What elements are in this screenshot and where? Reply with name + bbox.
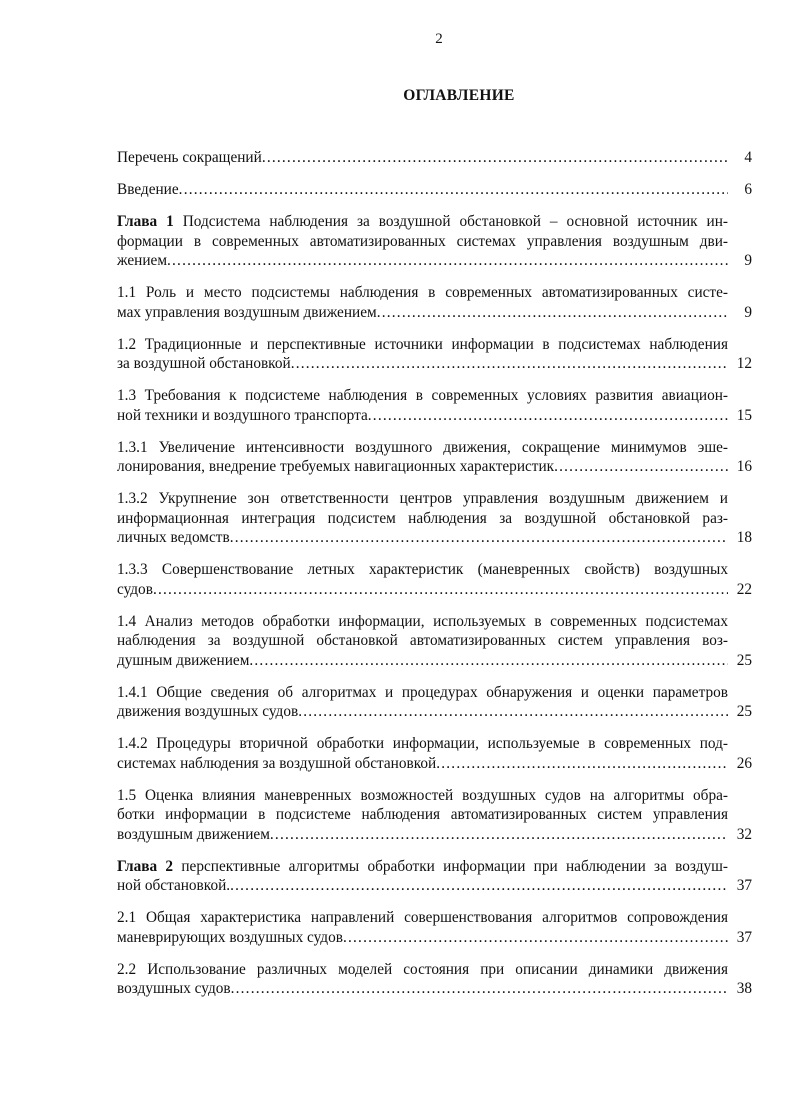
toc-entry[interactable] bbox=[117, 283, 752, 322]
dot-leader bbox=[230, 528, 728, 548]
toc-entry[interactable] bbox=[117, 386, 752, 425]
toc-entry-last-line bbox=[117, 251, 752, 271]
toc-entry-text bbox=[117, 979, 231, 999]
toc-entry-last-line bbox=[117, 876, 752, 896]
dot-leader bbox=[179, 180, 728, 200]
toc-page-number: 9 bbox=[744, 252, 752, 269]
toc-entry-line bbox=[117, 805, 752, 825]
toc-entry-title: 1.3.3 Совершенствование летных характеристик (маневренных свойств) воздушных bbox=[117, 561, 728, 578]
toc-entry-last-line bbox=[117, 148, 752, 168]
toc-entry-title: личных ведомств bbox=[117, 529, 230, 546]
toc-entry[interactable] bbox=[117, 180, 752, 200]
toc-entry-title: 1.1 Роль и место подсистемы наблюдения в современных автоматизированных систе- bbox=[117, 284, 728, 301]
toc-entry-last-line bbox=[117, 303, 752, 323]
toc-entry-text bbox=[117, 825, 270, 845]
toc-entry-title: формации в современных автоматизированных системах управления воздушным дви- bbox=[117, 232, 728, 250]
toc-page-number: 37 bbox=[736, 928, 752, 946]
dot-leader bbox=[554, 457, 728, 477]
toc-entry-title: 1.4.2 Процедуры вторичной обработки информации, используемые в современных под- bbox=[117, 735, 728, 752]
toc-entry-title: жением bbox=[117, 252, 167, 269]
toc-page-number: 4 bbox=[744, 149, 752, 166]
toc-entry-text bbox=[117, 580, 153, 600]
toc-entry-text bbox=[117, 928, 343, 948]
toc-entry-title: информационная интеграция подсистем наблюдения за воздушной обстановкой раз- bbox=[117, 509, 728, 527]
toc-page-number: 25 bbox=[736, 703, 752, 720]
toc-page-number: 38 bbox=[736, 980, 752, 997]
toc-entry[interactable] bbox=[117, 489, 752, 548]
dot-leader bbox=[291, 354, 728, 374]
toc-entry-title: 1.3.2 Укрупнение зон ответственности центров управления воздушным движением и bbox=[117, 490, 728, 507]
toc-page-number: 9 bbox=[744, 303, 752, 321]
chapter-label: Глава 2 bbox=[117, 857, 174, 875]
toc-entry-title: ботки информации в подсистеме наблюдения автоматизированных систем управления bbox=[117, 806, 728, 823]
dot-leader bbox=[249, 651, 728, 671]
toc-entry-line bbox=[117, 509, 752, 529]
toc-entry-last-line bbox=[117, 457, 752, 477]
toc-entry-title: лонирования, внедрение требуемых навигационных характеристик bbox=[117, 458, 555, 475]
toc-page-number: 18 bbox=[736, 529, 752, 546]
toc-entry[interactable] bbox=[117, 960, 752, 999]
toc-page-number: 32 bbox=[736, 825, 752, 843]
toc-entry-last-line bbox=[117, 180, 752, 200]
toc-entry-line bbox=[117, 386, 752, 406]
toc-page-number: 16 bbox=[736, 458, 752, 475]
toc-entry-last-line bbox=[117, 825, 752, 845]
table-of-contents bbox=[117, 148, 752, 1011]
toc-entry-line bbox=[117, 283, 752, 303]
toc-entry-title: за воздушной обстановкой bbox=[117, 355, 291, 372]
toc-page-number: 12 bbox=[736, 355, 752, 372]
toc-entry-text bbox=[117, 651, 249, 671]
toc-entry-title: 1.3 Требования к подсистеме наблюдения в современных условиях развития авиацион- bbox=[117, 387, 728, 404]
toc-entry-last-line bbox=[117, 702, 752, 722]
toc-entry-title: 2.1 Общая характеристика направлений совершенствования алгоритмов сопровождения bbox=[117, 909, 728, 926]
toc-entry[interactable] bbox=[117, 857, 752, 896]
toc-entry-line bbox=[117, 232, 752, 252]
toc-entry-line bbox=[117, 489, 752, 509]
toc-entry-line bbox=[117, 631, 752, 651]
toc-entry-last-line bbox=[117, 580, 752, 600]
dot-leader bbox=[343, 928, 728, 948]
toc-entry-line bbox=[117, 683, 752, 703]
toc-page-number: 15 bbox=[736, 406, 752, 424]
page-number: 2 bbox=[435, 31, 443, 47]
toc-entry-title: 1.5 Оценка влияния маневренных возможностей воздушных судов на алгоритмы обра- bbox=[117, 786, 728, 804]
toc-entry-text bbox=[117, 876, 230, 896]
toc-entry-title: Введение bbox=[117, 181, 179, 198]
toc-entry-text bbox=[117, 354, 291, 374]
toc-entry-line bbox=[117, 734, 752, 754]
toc-entry-title: ной техники и воздушного транспорта bbox=[117, 406, 368, 424]
toc-entry-title: наблюдения за воздушной обстановкой автоматизированных систем управления воз- bbox=[117, 632, 728, 649]
toc-entry-line bbox=[117, 335, 752, 355]
toc-entry-last-line bbox=[117, 528, 752, 548]
toc-entry-text bbox=[117, 303, 377, 323]
toc-entry[interactable] bbox=[117, 612, 752, 671]
toc-entry-last-line bbox=[117, 406, 752, 426]
toc-entry-title: ной обстановкой. bbox=[117, 877, 231, 894]
toc-entry-text bbox=[117, 180, 179, 200]
toc-entry[interactable] bbox=[117, 335, 752, 374]
toc-entry-title: системах наблюдения за воздушной обстановкой bbox=[117, 754, 437, 772]
toc-entry-line bbox=[117, 560, 752, 580]
toc-page-number: 26 bbox=[736, 754, 752, 772]
toc-entry-line bbox=[117, 908, 752, 928]
toc-entry-last-line bbox=[117, 651, 752, 671]
toc-entry-text bbox=[117, 528, 230, 548]
toc-entry-title: 1.2 Традиционные и перспективные источники информации в подсистемах наблюдения bbox=[117, 335, 728, 353]
toc-entry[interactable] bbox=[117, 148, 752, 168]
chapter-label: Глава 1 bbox=[117, 213, 174, 230]
toc-entry[interactable] bbox=[117, 908, 752, 947]
dot-leader bbox=[270, 825, 728, 845]
page-title: ОГЛАВЛЕНИЕ bbox=[403, 87, 515, 104]
toc-entry-line bbox=[117, 438, 752, 458]
toc-entry-title: судов bbox=[117, 580, 153, 598]
dot-leader bbox=[436, 754, 728, 774]
toc-entry-title: душным движением bbox=[117, 651, 250, 669]
toc-entry-text bbox=[117, 251, 167, 271]
dot-leader bbox=[262, 148, 728, 168]
dot-leader bbox=[377, 303, 728, 323]
toc-entry-text bbox=[117, 457, 554, 477]
toc-entry-title: 1.4 Анализ методов обработки информации, используемых в современных подсистемах bbox=[117, 612, 728, 630]
toc-entry-title: перспективные алгоритмы обработки информации при наблюдении за воздуш- bbox=[173, 857, 728, 875]
toc-entry[interactable] bbox=[117, 683, 752, 722]
dot-leader bbox=[167, 251, 728, 271]
toc-entry-last-line bbox=[117, 754, 752, 774]
toc-entry-title: маневрирующих воздушных судов bbox=[117, 928, 343, 946]
toc-entry-text bbox=[117, 406, 368, 426]
toc-entry-text bbox=[117, 148, 262, 168]
toc-entry-title: 2.2 Использование различных моделей состояния при описании динамики движения bbox=[117, 960, 728, 978]
toc-entry-line bbox=[117, 960, 752, 980]
toc-page-number: 6 bbox=[744, 181, 752, 198]
toc-entry-text bbox=[117, 702, 298, 722]
toc-entry-text bbox=[117, 754, 436, 774]
toc-entry-last-line bbox=[117, 354, 752, 374]
toc-entry-line bbox=[117, 612, 752, 632]
toc-entry-title: Подсистема наблюдения за воздушной обстановкой – основной источник ин- bbox=[173, 213, 728, 230]
toc-page-number: 25 bbox=[736, 651, 752, 669]
toc-entry[interactable] bbox=[117, 212, 752, 271]
toc-entry-title: воздушных судов bbox=[117, 980, 231, 997]
toc-entry[interactable] bbox=[117, 734, 752, 773]
toc-entry-last-line bbox=[117, 979, 752, 999]
dot-leader bbox=[231, 979, 728, 999]
toc-entry-title: движения воздушных судов bbox=[117, 703, 299, 720]
toc-entry-title: 1.4.1 Общие сведения об алгоритмах и процедурах обнаружения и оценки параметров bbox=[117, 683, 728, 701]
toc-entry-line bbox=[117, 786, 752, 806]
toc-entry-title: Перечень сокращений bbox=[117, 149, 262, 166]
toc-entry-line bbox=[117, 212, 752, 232]
dot-leader bbox=[230, 876, 728, 896]
toc-entry-line bbox=[117, 857, 752, 877]
toc-entry[interactable] bbox=[117, 786, 752, 845]
toc-page-number: 22 bbox=[736, 580, 752, 598]
toc-entry-title: 1.3.1 Увеличение интенсивности воздушного движения, сокращение минимумов эше- bbox=[117, 438, 728, 456]
toc-entry-title: мах управления воздушным движением bbox=[117, 303, 377, 321]
toc-page-number: 37 bbox=[736, 877, 752, 894]
dot-leader bbox=[298, 702, 728, 722]
dot-leader bbox=[153, 580, 728, 600]
toc-entry-title: воздушным движением bbox=[117, 825, 270, 843]
toc-entry[interactable] bbox=[117, 438, 752, 477]
toc-entry-last-line bbox=[117, 928, 752, 948]
dot-leader bbox=[368, 406, 728, 426]
toc-entry[interactable] bbox=[117, 560, 752, 599]
